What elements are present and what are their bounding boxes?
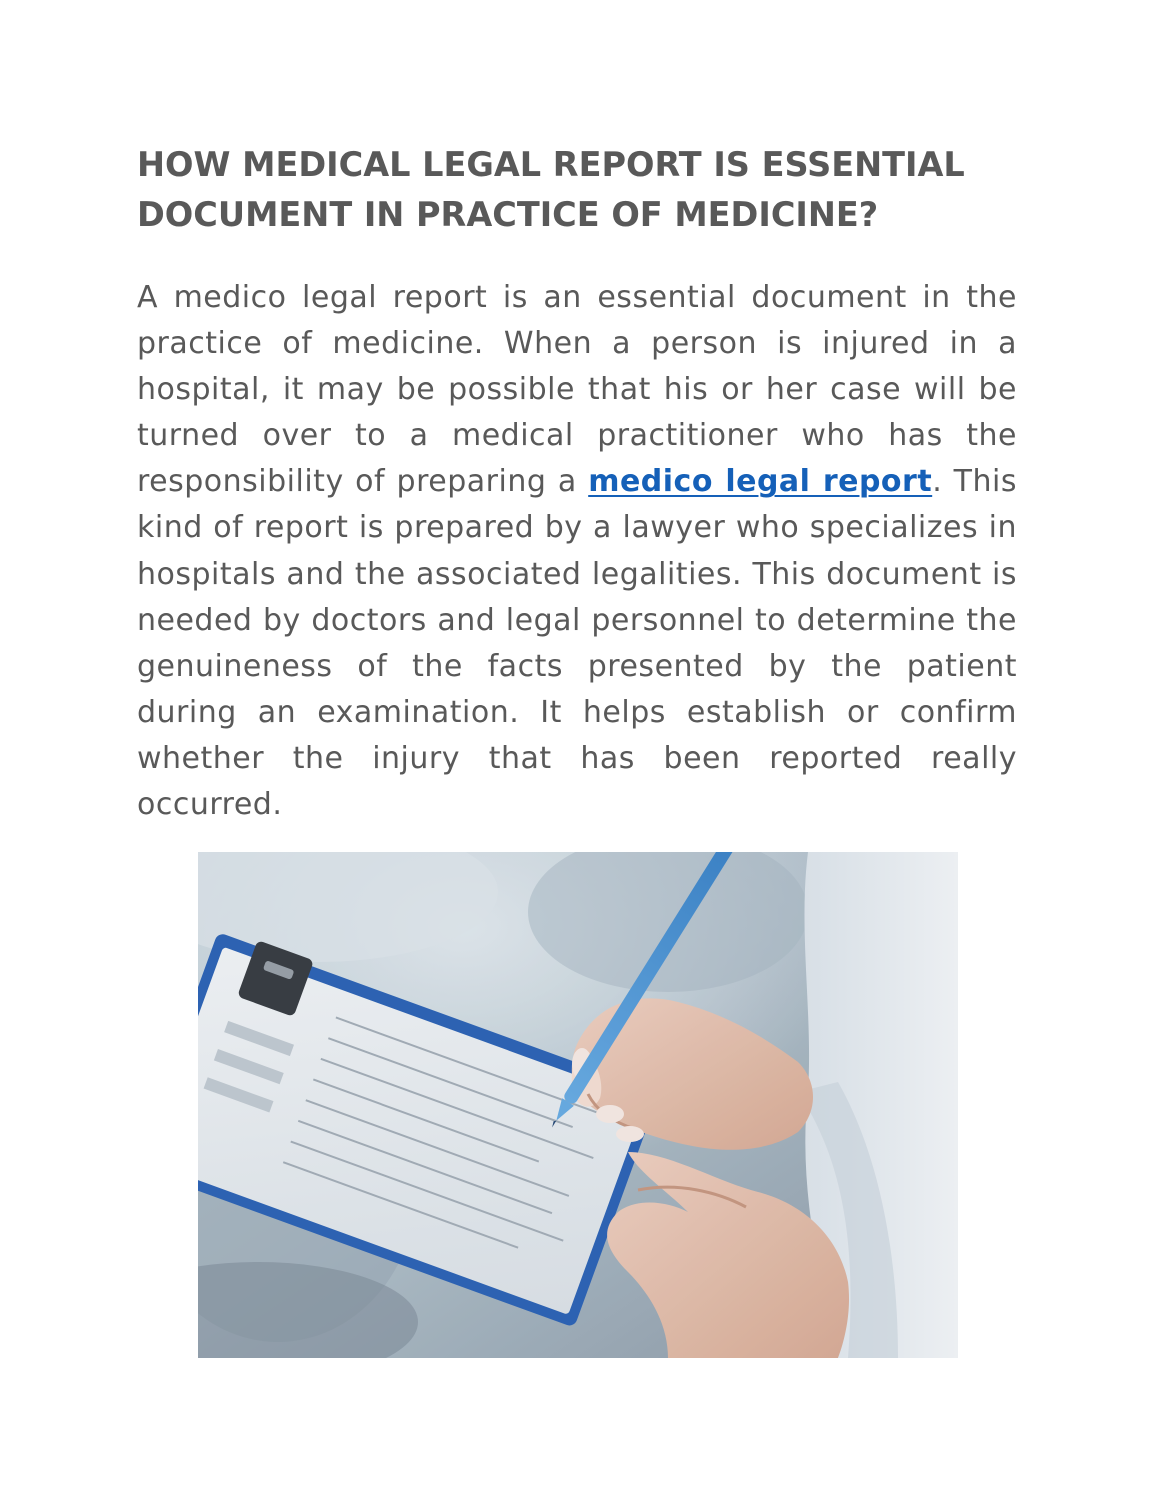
page-title: HOW MEDICAL LEGAL REPORT IS ESSENTIAL DOCUMENT IN PRACTICE OF MEDICINE? [137, 145, 965, 234]
body-paragraph [137, 275, 1017, 828]
paragraph-text-after-link: . This kind of report is prepared by a lawyer who specializes in hospitals and the associated legalities. This document is needed by doctors and legal personnel to determine the genuineness of the facts presented by the patient during an examination. It helps establish or confirm whether the injury that has been reported really occurred. [137, 464, 1017, 823]
paragraph-text-before-link: A medico legal report is an essential document in the practice of medicine. When a person is injured in a hospital, it may be possible that his or her case will be turned over to a medical practitioner who has the responsibility of preparing a [137, 280, 1017, 500]
medico-legal-report-link[interactable]: medico legal report [588, 464, 933, 500]
clipboard-writing-photo [198, 852, 958, 1358]
